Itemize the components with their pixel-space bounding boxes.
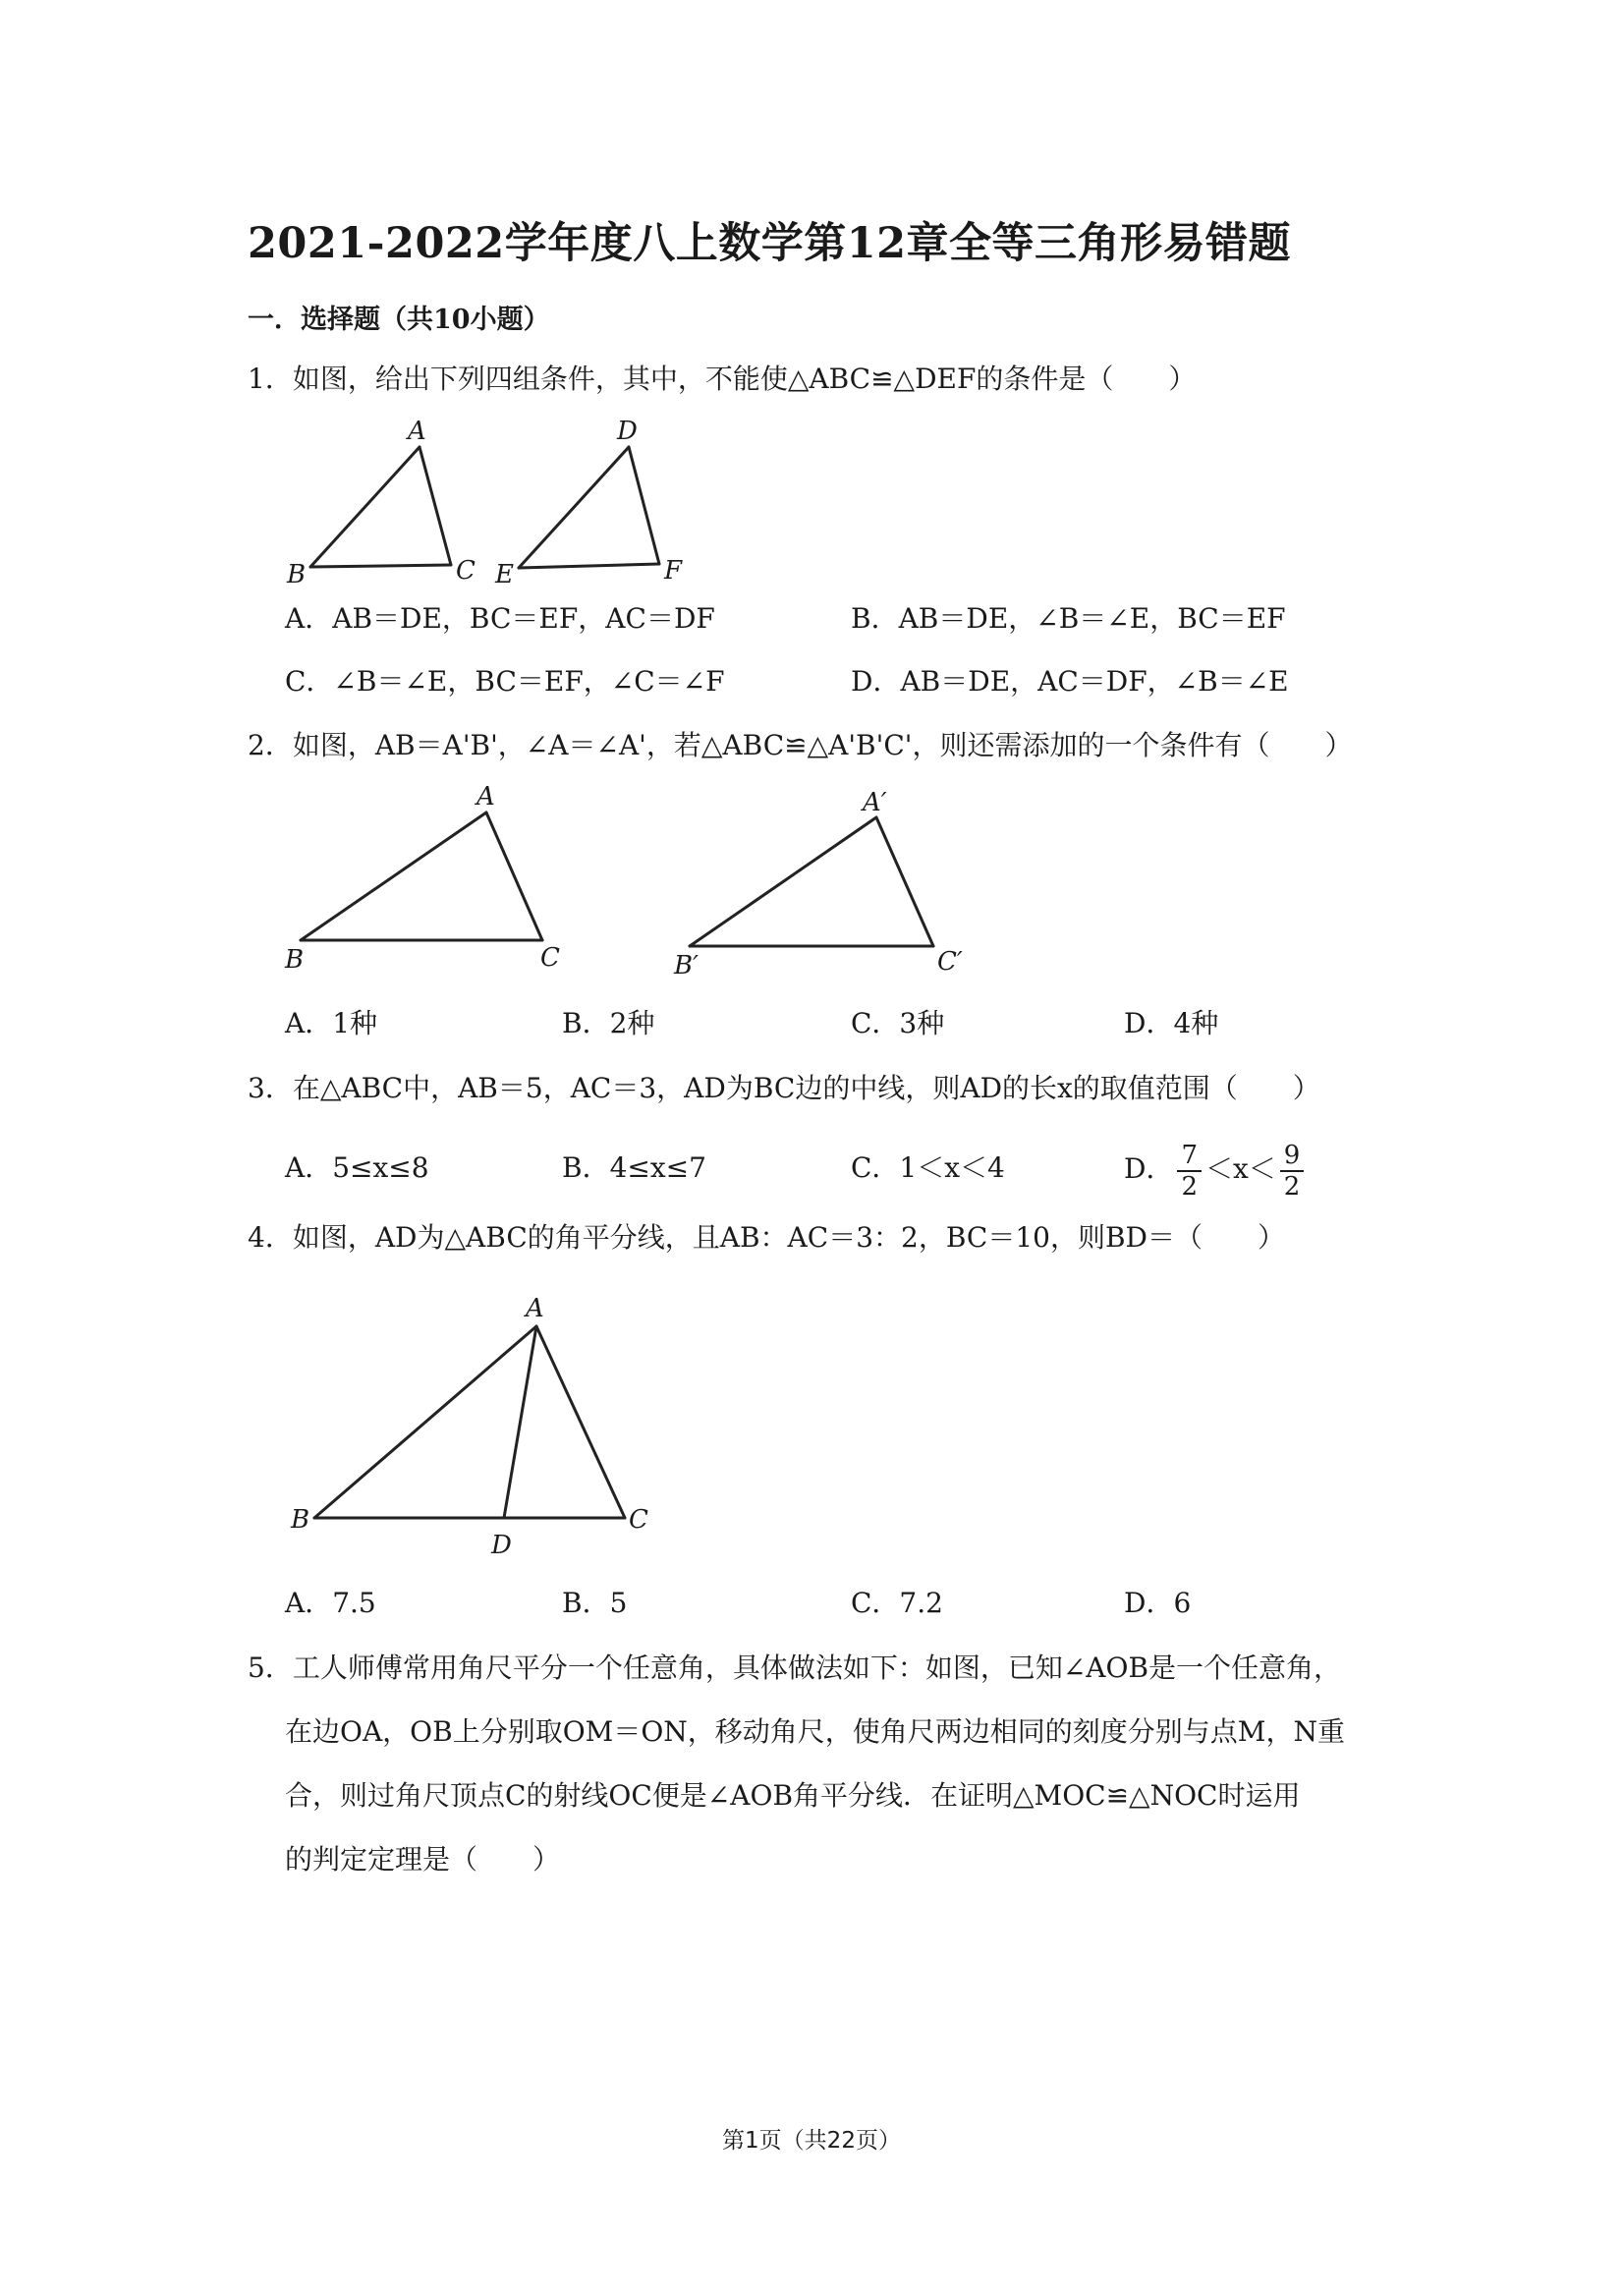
fig2-label-c: C — [540, 943, 560, 973]
question-2-option-c[interactable]: C．3种 — [851, 1007, 945, 1039]
question-4-figure — [275, 1282, 668, 1567]
fraction-denominator: 2 — [1181, 1171, 1198, 1202]
question-3-option-c[interactable]: C．1＜x＜4 — [851, 1151, 1005, 1184]
question-1-figure — [275, 408, 707, 589]
fig4-label-d: D — [491, 1531, 512, 1560]
question-3-option-b[interactable]: B．4≤x≤7 — [562, 1151, 706, 1184]
question-5-line-2: 在边OA，OB上分别取OM＝ON，移动角尺，使角尺两边相同的刻度分别与点M，N重 — [285, 1715, 1345, 1748]
question-2-option-a[interactable]: A．1种 — [285, 1007, 378, 1039]
section-heading: 一．选择题（共10小题） — [248, 305, 550, 335]
fig1-label-e: E — [495, 560, 514, 589]
fraction-numerator: 7 — [1177, 1141, 1202, 1172]
fig2-label-b: B — [285, 945, 305, 975]
question-2-stem: 2．如图，AB＝A'B'，∠A＝∠A'，若△ABC≌△A'B'C'，则还需添加的一个条件有（ ） — [248, 729, 1353, 761]
fig4-label-c: C — [629, 1505, 648, 1535]
question-4-stem: 4．如图，AD为△ABC的角平分线，且AB：AC＝3：2，BC＝10，则BD＝（ ） — [248, 1221, 1286, 1254]
question-3-option-a[interactable]: A．5≤x≤8 — [285, 1151, 429, 1184]
question-1-option-d[interactable]: D．AB＝DE，AC＝DF，∠B＝∠E — [851, 665, 1289, 698]
fig2-label-c-prime: C′ — [937, 947, 963, 977]
question-3-stem: 3．在△ABC中，AB＝5，AC＝3，AD为BC边的中线，则AD的长x的取值范围（ ） — [248, 1072, 1320, 1104]
question-4-option-a[interactable]: A．7.5 — [285, 1587, 376, 1619]
question-4-option-c[interactable]: C．7.2 — [851, 1587, 943, 1619]
question-2-option-d[interactable]: D．4种 — [1124, 1007, 1219, 1039]
question-1-option-a[interactable]: A．AB＝DE，BC＝EF，AC＝DF — [285, 602, 715, 635]
fig1-label-a: A — [408, 417, 426, 446]
question-1-option-c[interactable]: C．∠B＝∠E，BC＝EF，∠C＝∠F — [285, 665, 725, 698]
question-2-option-b[interactable]: B．2种 — [562, 1007, 655, 1039]
fig1-label-f: F — [664, 556, 683, 586]
fig2-label-b-prime: B′ — [674, 951, 700, 978]
question-4-option-d[interactable]: D．6 — [1124, 1587, 1192, 1619]
fraction-numerator: 9 — [1280, 1141, 1305, 1172]
fig1-label-b: B — [287, 560, 307, 589]
fraction-seven-halves — [1177, 1141, 1202, 1202]
question-2-figure — [275, 781, 982, 978]
question-1-stem: 1．如图，给出下列四组条件，其中，不能使△ABC≌△DEF的条件是（ ） — [248, 363, 1197, 395]
question-5-line-4: 的判定定理是（ ） — [285, 1843, 561, 1876]
fig4-label-b: B — [291, 1505, 310, 1535]
page-title: 2021-2022学年度八上数学第12章全等三角形易错题 — [248, 219, 1292, 268]
fig2-label-a-prime: A′ — [863, 788, 887, 817]
option-d-prefix: D． — [1124, 1152, 1174, 1185]
question-5-line-3: 合，则过角尺顶点C的射线OC便是∠AOB角平分线．在证明△MOC≌△NOC时运用 — [285, 1779, 1301, 1812]
fraction-nine-halves — [1280, 1141, 1305, 1202]
fig1-label-d: D — [617, 417, 638, 446]
fraction-denominator: 2 — [1283, 1171, 1301, 1202]
fig2-label-a: A — [476, 782, 495, 812]
fig1-label-c: C — [456, 556, 476, 586]
question-1-option-b[interactable]: B．AB＝DE，∠B＝∠E，BC＝EF — [851, 602, 1286, 635]
question-5-line-1: 5．工人师傅常用角尺平分一个任意角，具体做法如下：如图，已知∠AOB是一个任意角， — [248, 1652, 1342, 1684]
question-3-option-d[interactable] — [1124, 1130, 1308, 1208]
page-footer: 第1页（共22页） — [722, 2128, 901, 2154]
option-d-inequality: ＜x＜ — [1205, 1152, 1276, 1185]
fig4-label-a: A — [526, 1294, 544, 1323]
question-4-option-b[interactable]: B．5 — [562, 1587, 628, 1619]
